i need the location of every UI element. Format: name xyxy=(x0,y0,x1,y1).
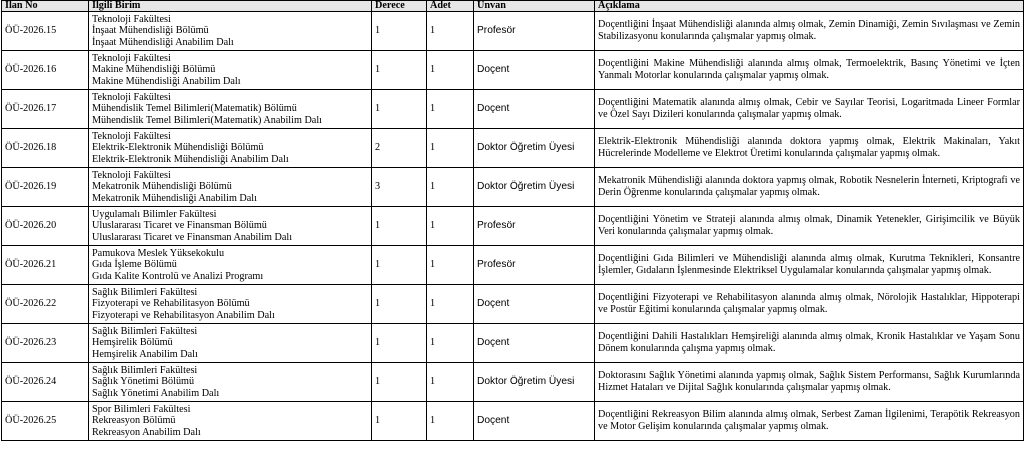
header-derece: Derece xyxy=(372,1,427,12)
unvan-cell: Doktor Öğretim Üyesi xyxy=(474,129,595,168)
table-row xyxy=(2,324,1024,363)
birim-line: Makine Mühendisliği Bölümü xyxy=(92,64,216,76)
adet-cell: 1 xyxy=(427,51,474,90)
ilgili-birim-cell xyxy=(89,402,372,441)
aciklama-cell: Doçentliğini Gıda Bilimleri ve Mühendisliği alanında almış olmak, Kurutma Teknikleri, Konsantre İşlemler, Gıdaların İşlenmesinde Elektriksel Uygulamalar konularında çalışmalar yapmış olmak. xyxy=(595,246,1024,285)
table-row xyxy=(2,402,1024,441)
ilan-no-cell: ÖÜ-2026.22 xyxy=(2,285,89,324)
aciklama-cell: Doçentliğini Matematik alanında almış olmak, Cebir ve Sayılar Teorisi, Logaritmada Lineer Formlar ve Özel Sayı Dizileri konularında çalışmalar yapmış olmak. xyxy=(595,90,1024,129)
birim-line: Uluslararası Ticaret ve Finansman Bölümü xyxy=(92,220,267,232)
birim-line: Sağlık Yönetimi Bölümü xyxy=(92,376,195,388)
unvan-cell: Doktor Öğretim Üyesi xyxy=(474,363,595,402)
derece-cell: 3 xyxy=(372,168,427,207)
birim-line: İnşaat Mühendisliği Anabilim Dalı xyxy=(92,36,234,48)
header-ilan-no: İlan No xyxy=(2,1,89,12)
birim-line: Mekatronik Mühendisliği Anabilim Dalı xyxy=(92,192,257,204)
derece-cell: 1 xyxy=(372,51,427,90)
adet-cell: 1 xyxy=(427,402,474,441)
ilgili-birim-cell xyxy=(89,129,372,168)
table-row xyxy=(2,51,1024,90)
birim-line: Teknoloji Fakültesi xyxy=(92,169,171,181)
ilan-no-cell: ÖÜ-2026.16 xyxy=(2,51,89,90)
adet-cell: 1 xyxy=(427,168,474,207)
header-ilgili-birim: İlgili Birim xyxy=(89,1,372,12)
birim-line: Hemşirelik Bölümü xyxy=(92,337,173,349)
birim-line: Elektrik-Elektronik Mühendisliği Anabilim Dalı xyxy=(92,153,289,165)
ilan-no-cell: ÖÜ-2026.17 xyxy=(2,90,89,129)
table-row xyxy=(2,207,1024,246)
adet-cell: 1 xyxy=(427,12,474,51)
birim-line: Elektrik-Elektronik Mühendisliği Bölümü xyxy=(92,142,264,154)
birim-line: Gıda İşleme Bölümü xyxy=(92,259,177,271)
table-row xyxy=(2,285,1024,324)
birim-line: Teknoloji Fakültesi xyxy=(92,91,171,103)
aciklama-cell: Doçentliğini İnşaat Mühendisliği alanında almış olmak, Zemin Dinamiği, Zemin Sıvılaşması ve Zemin Stabilizasyonu konularında çalışmalar yapmış olmak. xyxy=(595,12,1024,51)
unvan-cell: Doçent xyxy=(474,90,595,129)
unvan-cell: Doçent xyxy=(474,402,595,441)
derece-cell: 1 xyxy=(372,285,427,324)
birim-line: Rekreasyon Bölümü xyxy=(92,415,176,427)
aciklama-cell: Doçentliğini Dahili Hastalıkları Hemşireliği alanında almış olmak, Kronik Hastalıklar ve Yaşam Sonu Dönem konularında çalışma yapmış olmak. xyxy=(595,324,1024,363)
derece-cell: 1 xyxy=(372,246,427,285)
ilan-no-cell: ÖÜ-2026.19 xyxy=(2,168,89,207)
ilgili-birim-cell xyxy=(89,363,372,402)
ilan-no-cell: ÖÜ-2026.23 xyxy=(2,324,89,363)
header-adet: Adet xyxy=(427,1,474,12)
birim-line: Teknoloji Fakültesi xyxy=(92,13,171,25)
derece-cell: 1 xyxy=(372,12,427,51)
unvan-cell: Doçent xyxy=(474,51,595,90)
birim-line: Teknoloji Fakültesi xyxy=(92,130,171,142)
aciklama-cell: Doçentliğini Yönetim ve Strateji alanında almış olmak, Dinamik Yetenekler, Girişimcilik ve Büyük Veri konularında çalışmalar yapmış olmak. xyxy=(595,207,1024,246)
adet-cell: 1 xyxy=(427,129,474,168)
aciklama-cell: Doktorasını Sağlık Yönetimi alanında yapmış olmak, Sağlık Sistem Performansı, Sağlık Kurumlarında Hizmet Hataları ve Dijital Sağlık konularında çalışmalar yapmış olmak. xyxy=(595,363,1024,402)
ilgili-birim-cell xyxy=(89,207,372,246)
derece-cell: 1 xyxy=(372,363,427,402)
ilan-no-cell: ÖÜ-2026.18 xyxy=(2,129,89,168)
ilan-no-cell: ÖÜ-2026.20 xyxy=(2,207,89,246)
unvan-cell: Profesör xyxy=(474,12,595,51)
birim-line: İnşaat Mühendisliği Bölümü xyxy=(92,25,209,37)
table-row xyxy=(2,129,1024,168)
table-row xyxy=(2,246,1024,285)
ilgili-birim-cell xyxy=(89,246,372,285)
derece-cell: 1 xyxy=(372,207,427,246)
aciklama-cell: Doçentliğini Makine Mühendisliği alanında almış olmak, Termoelektrik, Basınç Yönetimi ve İçten Yanmalı Motorlar konularında çalışmalar yapmış olmak. xyxy=(595,51,1024,90)
birim-line: Sağlık Bilimleri Fakültesi xyxy=(92,325,198,337)
header-aciklama: Açıklama xyxy=(595,1,1024,12)
birim-line: Pamukova Meslek Yüksekokulu xyxy=(92,247,225,259)
ilgili-birim-cell xyxy=(89,285,372,324)
birim-line: Mekatronik Mühendisliği Bölümü xyxy=(92,181,232,193)
adet-cell: 1 xyxy=(427,363,474,402)
birim-line: Fizyoterapi ve Rehabilitasyon Bölümü xyxy=(92,298,250,310)
table-row xyxy=(2,90,1024,129)
unvan-cell: Doktor Öğretim Üyesi xyxy=(474,168,595,207)
unvan-cell: Doçent xyxy=(474,285,595,324)
table-row xyxy=(2,363,1024,402)
birim-line: Rekreasyon Anabilim Dalı xyxy=(92,426,201,438)
ilan-no-cell: ÖÜ-2026.24 xyxy=(2,363,89,402)
birim-line: Gıda Kalite Kontrolü ve Analizi Programı xyxy=(92,270,264,282)
job-announcement-table xyxy=(1,0,1024,441)
adet-cell: 1 xyxy=(427,207,474,246)
aciklama-cell: Doçentliğini Rekreasyon Bilim alanında almış olmak, Serbest Zaman İlgilenimi, Terapötik Rekreasyon ve Motor Gelişim konularında çalışmalar yapmış olmak. xyxy=(595,402,1024,441)
aciklama-cell: Mekatronik Mühendisliği alanında doktora yapmış olmak, Robotik Nesnelerin İnterneti, Kriptografi ve Derin Öğrenme konularında çalışmalar yapmış olmak. xyxy=(595,168,1024,207)
unvan-cell: Profesör xyxy=(474,207,595,246)
birim-line: Uluslararası Ticaret ve Finansman Anabilim Dalı xyxy=(92,231,293,243)
birim-line: Spor Bilimleri Fakültesi xyxy=(92,403,191,415)
birim-line: Fizyoterapi ve Rehabilitasyon Anabilim Dalı xyxy=(92,309,275,321)
header-unvan: Ünvan xyxy=(474,1,595,12)
ilgili-birim-cell xyxy=(89,324,372,363)
ilan-no-cell: ÖÜ-2026.25 xyxy=(2,402,89,441)
birim-line: Teknoloji Fakültesi xyxy=(92,52,171,64)
birim-line: Makine Mühendisliği Anabilim Dalı xyxy=(92,75,241,87)
ilan-no-cell: ÖÜ-2026.15 xyxy=(2,12,89,51)
table-row xyxy=(2,168,1024,207)
derece-cell: 2 xyxy=(372,129,427,168)
ilgili-birim-cell xyxy=(89,90,372,129)
derece-cell: 1 xyxy=(372,324,427,363)
unvan-cell: Doçent xyxy=(474,324,595,363)
aciklama-cell: Doçentliğini Fizyoterapi ve Rehabilitasyon alanında almış olmak, Nörolojik Hastalıklar, Hippoterapi ve Postür Eğitimi konularında çalışmalar yapmış olmak. xyxy=(595,285,1024,324)
ilan-no-cell: ÖÜ-2026.21 xyxy=(2,246,89,285)
ilgili-birim-cell xyxy=(89,12,372,51)
birim-line: Uygulamalı Bilimler Fakültesi xyxy=(92,208,217,220)
ilgili-birim-cell xyxy=(89,51,372,90)
ilgili-birim-cell xyxy=(89,168,372,207)
birim-line: Sağlık Bilimleri Fakültesi xyxy=(92,364,198,376)
birim-line: Mühendislik Temel Bilimleri(Matematik) Bölümü xyxy=(92,103,297,115)
birim-line: Sağlık Yönetimi Anabilim Dalı xyxy=(92,387,220,399)
table-row xyxy=(2,12,1024,51)
birim-line: Hemşirelik Anabilim Dalı xyxy=(92,348,198,360)
adet-cell: 1 xyxy=(427,246,474,285)
header-row xyxy=(2,1,1024,12)
derece-cell: 1 xyxy=(372,402,427,441)
adet-cell: 1 xyxy=(427,324,474,363)
birim-line: Mühendislik Temel Bilimleri(Matematik) Anabilim Dalı xyxy=(92,114,322,126)
derece-cell: 1 xyxy=(372,90,427,129)
aciklama-cell: Elektrik-Elektronik Mühendisliği alanında doktora yapmış olmak, Elektrik Makinaları, Yakıt Hücrelerinde Modelleme ve Elektrot Üretimi konularında çalışmalar yapmış olmak. xyxy=(595,129,1024,168)
adet-cell: 1 xyxy=(427,285,474,324)
birim-line: Sağlık Bilimleri Fakültesi xyxy=(92,286,198,298)
adet-cell: 1 xyxy=(427,90,474,129)
unvan-cell: Profesör xyxy=(474,246,595,285)
